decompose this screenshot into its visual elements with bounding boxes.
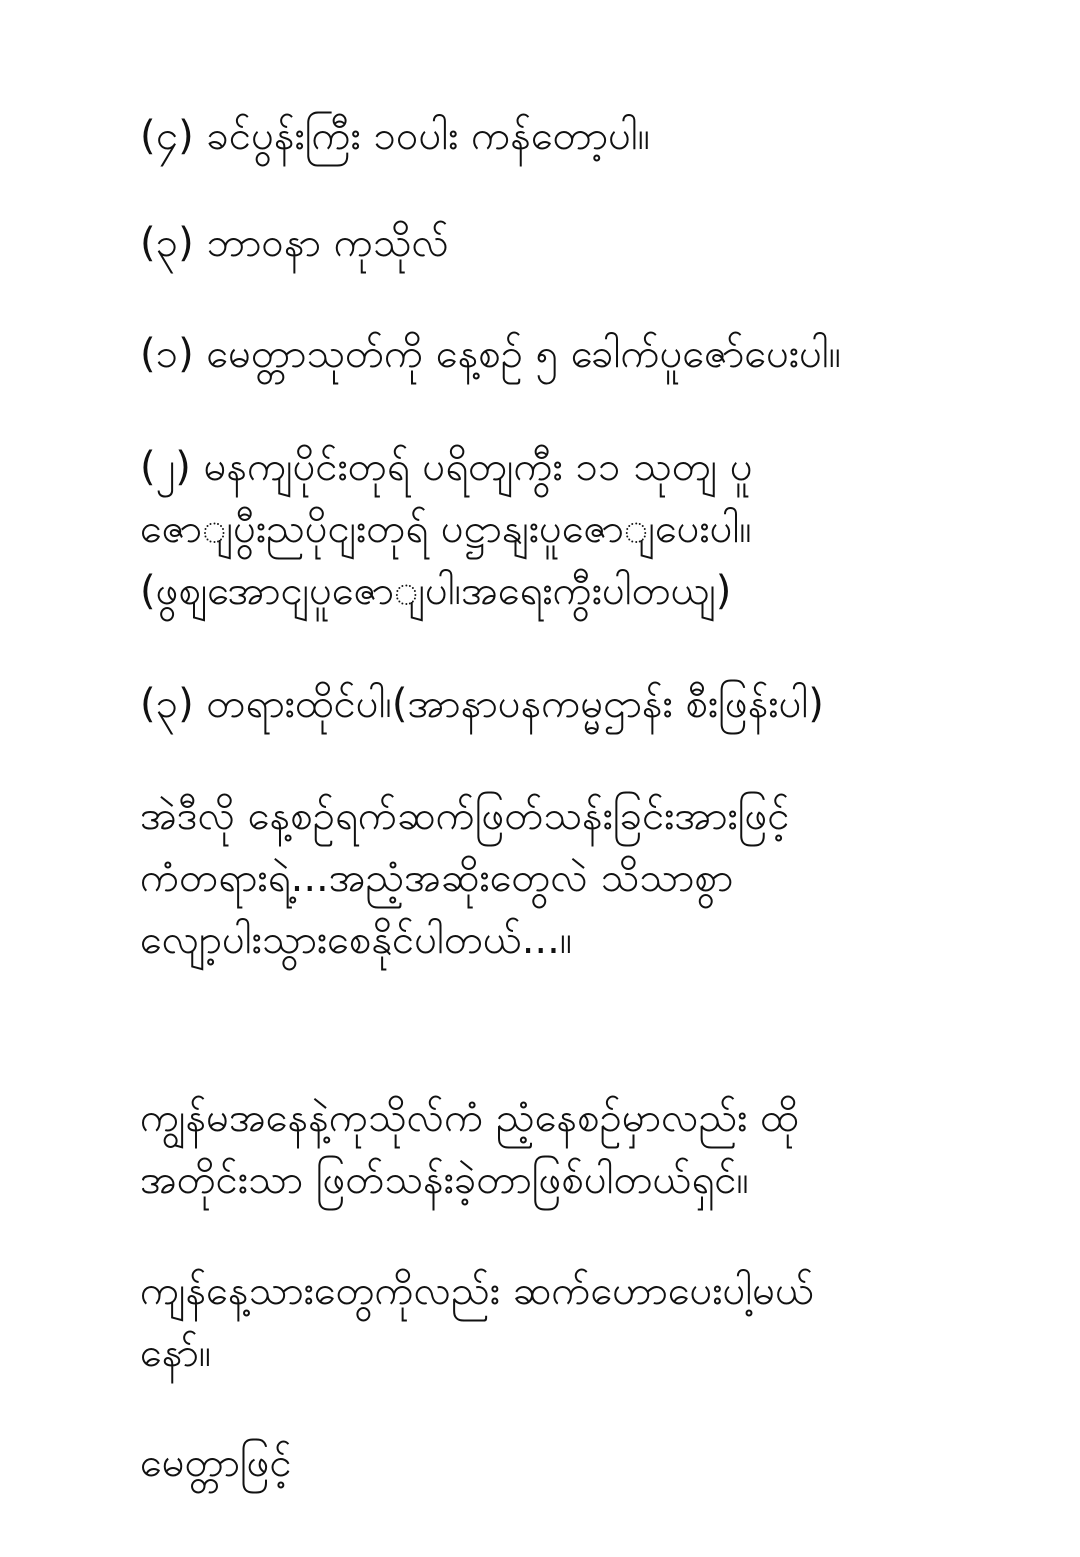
paragraph-item-4: (၄) ခင်ပွန်းကြီး ၁၀ပါး ကန်တော့ပါ။	[140, 113, 650, 159]
paragraph-continue-note: ကျန်နေ့သားတွေကိုလည်း ဆက်ဟောပေးပါ့မယ် နော်။	[140, 1268, 814, 1376]
paragraph-daily-practice: အဲဒီလို နေ့စဉ်ရက်ဆက်ဖြတ်သန်းခြင်းအားဖြင့် ကံတရားရဲ့...အညံ့အဆိုးတွေလဲ သိသာစွာ လျော့ပါးသွားစေနိုင်ပါတယ်...။	[140, 793, 790, 963]
paragraph-item-3-sitting: (၃) တရားထိုင်ပါ၊(အာနာပနကမ္မဌာန်း စီးဖြန်းပါ)	[140, 681, 824, 727]
signature-line: မေတ္တာဖြင့်	[140, 1440, 292, 1486]
paragraph-item-1: (၁) မေတ္တာသုတ်ကို နေ့စဉ် ၅ ခေါက်ပူဇော်ပေးပါ။	[140, 331, 841, 377]
paragraph-item-3-meditation: (၃) ဘာဝနာ ကုသိုလ်	[140, 220, 450, 266]
paragraph-personal-note: ကျွန်မအနေနဲ့ကုသိုလ်ကံ ညံ့နေစဉ်မှာလည်း ထို အတိုင်းသာ ဖြတ်သန်းခဲ့တာဖြစ်ပါတယ်ရှင်။	[140, 1095, 799, 1203]
paragraph-item-2: (၂) မနကျပိုင်းတုရ် ပရိတျကွီး ၁၁ သုတျ ပူ ဇောျပွီးညပိုငျးတုရ် ပဋ္ဌာနျးပူဇောျပေးပါ။ (ဖွစျအောငျပူဇောျပါ၊အရေးကွီးပါတယျ)	[140, 444, 753, 614]
